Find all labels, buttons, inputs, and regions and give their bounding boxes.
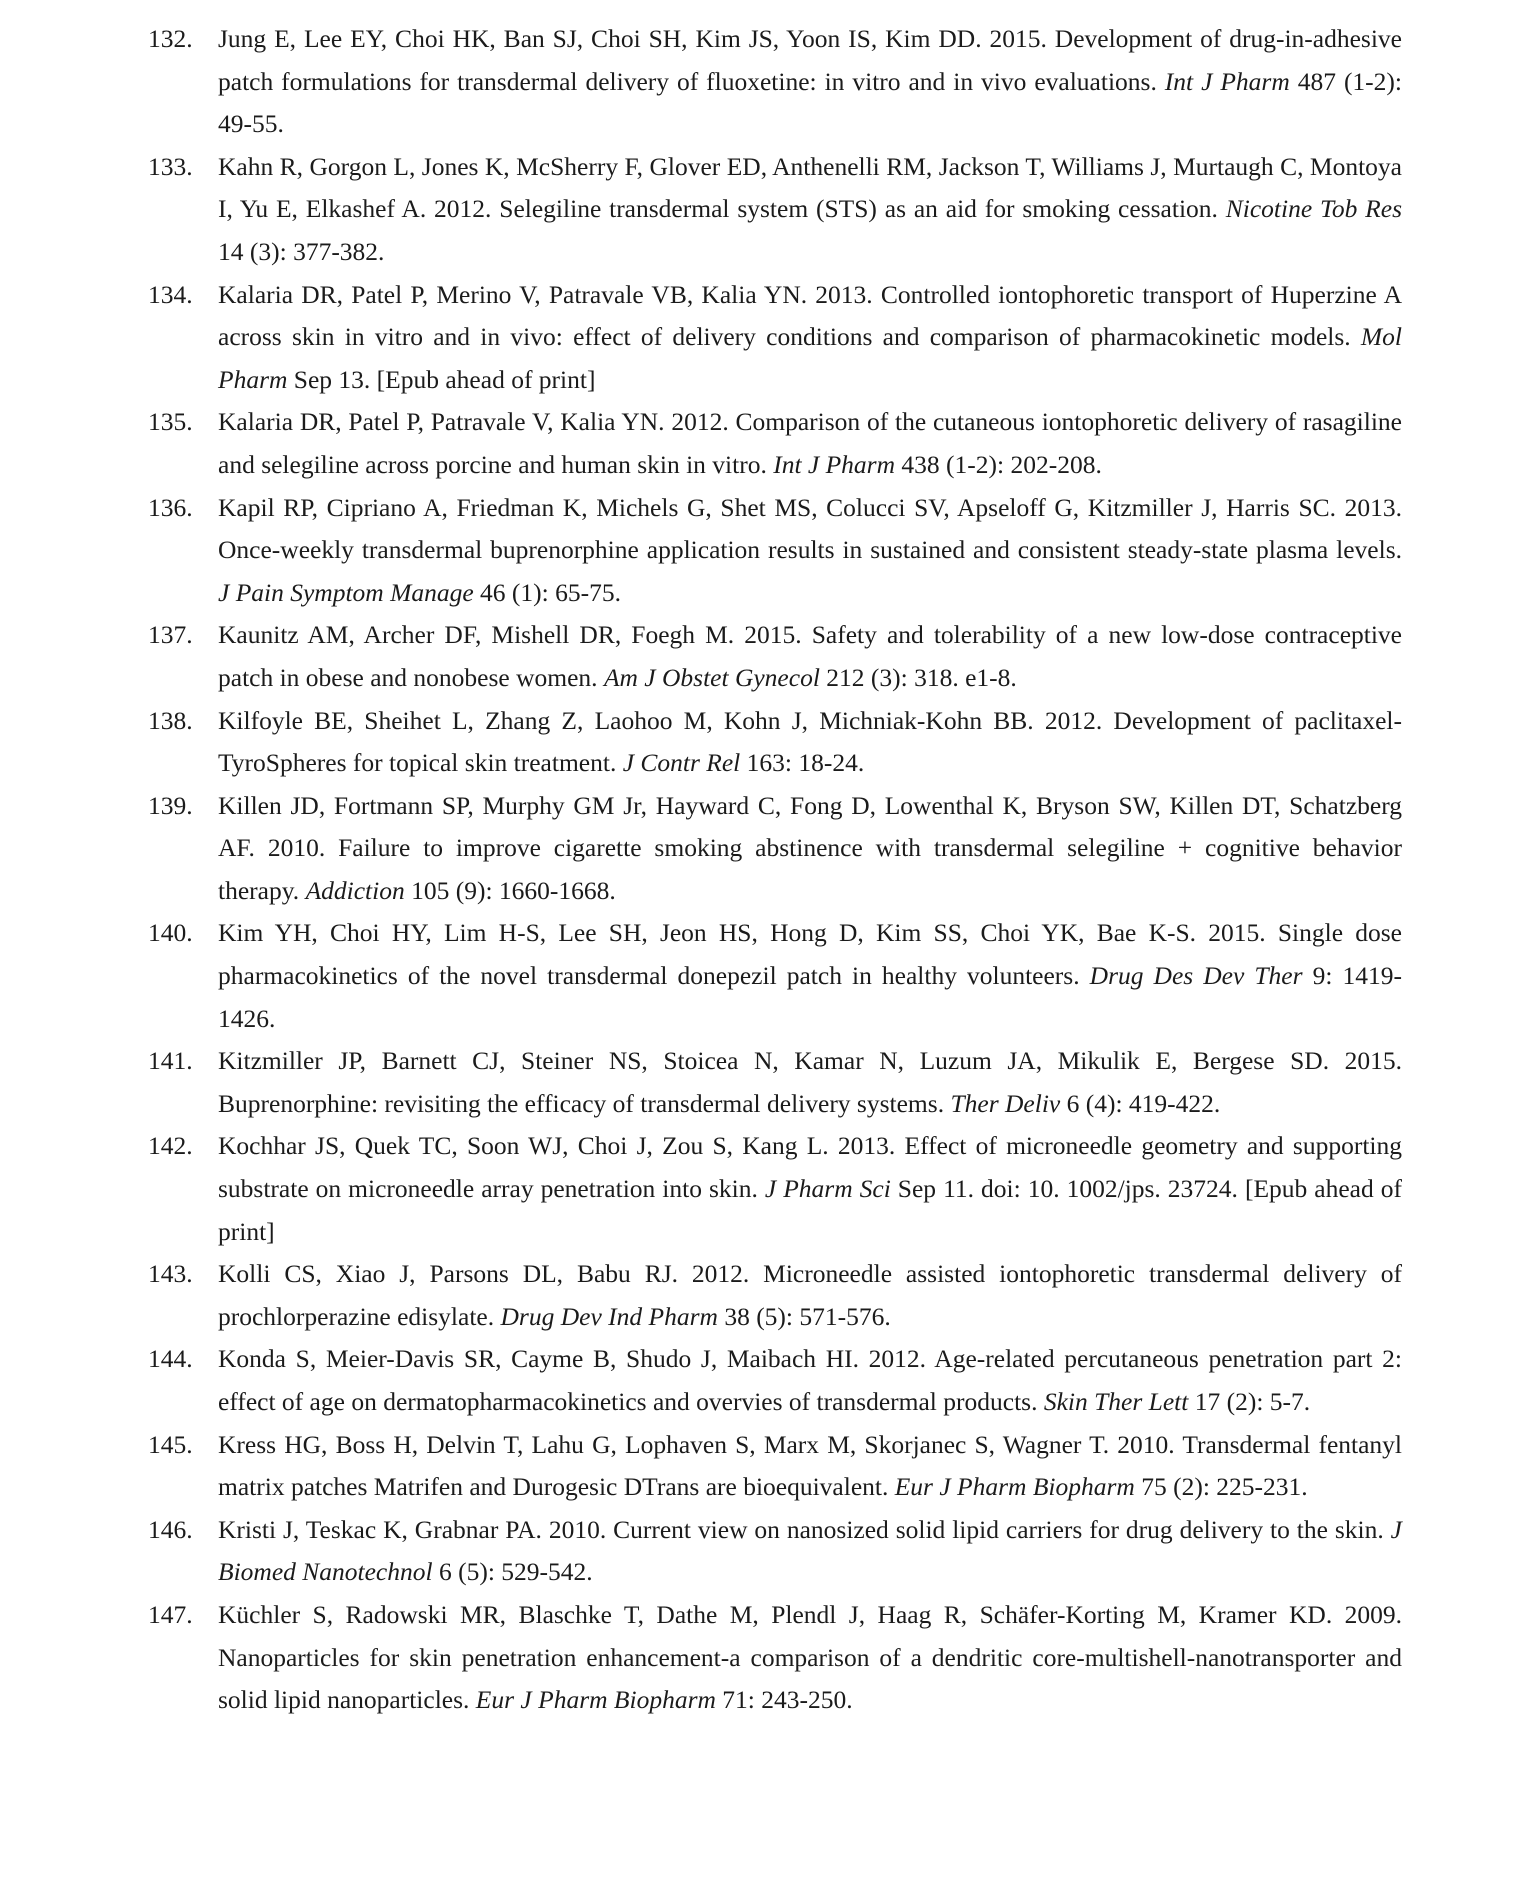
reference-details: 71: 243-250. — [715, 1685, 853, 1715]
reference-journal: J Contr Rel — [622, 748, 741, 778]
reference-title: Once-weekly transdermal buprenorphine application results in sustained and consistent steady-state plasma levels. — [218, 535, 1402, 565]
reference-authors: Kahn R, Gorgon L, Jones K, McSherry F, Glover ED, Anthenelli RM, Jackson T, Williams J, Murtaugh C, Montoya I, Yu E, Elkashef A. 2012. — [218, 151, 1402, 224]
reference-number: 134. — [148, 279, 193, 309]
reference-title: Transdermal fentanyl matrix patches Matrifen and Durogesic DTrans are bioequivalent. — [218, 1429, 1402, 1502]
reference-journal: Nicotine Tob Res — [1225, 194, 1403, 224]
reference-journal: Mol Pharm — [218, 322, 1402, 394]
reference-title: Comparison of the cutaneous iontophoretic delivery of rasagiline and selegiline across porcine and human skin in vitro. — [218, 407, 1402, 479]
reference-journal: Drug Dev Ind Pharm — [500, 1301, 718, 1331]
reference-item — [148, 1125, 1403, 1253]
reference-details: 17 (2): 5-7. — [1188, 1387, 1311, 1416]
reference-item — [148, 700, 1402, 785]
reference-item — [148, 1424, 1402, 1509]
reference-details: 6 (5): 529-542. — [432, 1557, 593, 1587]
reference-title: Microneedle assisted iontophoretic transdermal delivery of prochlorperazine edisylate. — [218, 1259, 1402, 1331]
reference-journal: Addiction — [305, 875, 405, 905]
reference-title: Nanoparticles for skin penetration enhancement-a comparison of a dendritic core-multishell-nanotransporter and solid lipid nanoparticles. — [218, 1642, 1402, 1715]
reference-details: 14 (3): 377-382. — [218, 236, 385, 266]
reference-journal: J Biomed Nanotechnol — [218, 1514, 1402, 1587]
reference-title: Failure to improve cigarette smoking abstinence with transdermal selegiline + cognitive behavior therapy. — [218, 833, 1402, 905]
reference-journal: Int J Pharm — [1164, 66, 1290, 96]
reference-title: Single dose pharmacokinetics of the novel transdermal donepezil patch in healthy volunteers. — [218, 918, 1402, 991]
reference-item — [148, 1040, 1402, 1125]
reference-number: 139. — [148, 790, 193, 820]
reference-number: 141. — [148, 1046, 193, 1076]
reference-details: Sep 11. doi: 10. 1002/jps. 23724. [Epub ahead of print] — [218, 1174, 1402, 1246]
reference-authors: Kim YH, Choi HY, Lim H-S, Lee SH, Jeon HS, Hong D, Kim SS, Choi YK, Bae K-S. 2015. — [218, 918, 1278, 948]
reference-authors: Kalaria DR, Patel P, Merino V, Patravale VB, Kalia YN. 2013. — [218, 279, 881, 309]
reference-item — [148, 1594, 1402, 1722]
reference-title: Age-related percutaneous penetration part 2: effect of age on dermatopharmacokinetics and overvies of transdermal products. — [218, 1344, 1402, 1416]
reference-authors: Kapil RP, Cipriano A, Friedman K, Michels G, Shet MS, Colucci SV, Apseloff G, Kitzmiller J, Harris SC. 2013. — [218, 492, 1402, 522]
reference-item — [148, 1509, 1402, 1594]
reference-title: Development of drug-in-adhesive patch formulations for transdermal delivery of fluoxetine: in vitro and in vivo evaluations. — [218, 24, 1402, 96]
reference-authors: Kitzmiller JP, Barnett CJ, Steiner NS, Stoicea N, Kamar N, Luzum JA, Mikulik E, Bergese SD. 2015. — [218, 1046, 1402, 1076]
reference-journal: Drug Des Dev Ther — [1089, 961, 1303, 991]
reference-authors: Küchler S, Radowski MR, Blaschke T, Dathe M, Plendl J, Haag R, Schäfer-Korting M, Kramer KD. 2009. — [218, 1599, 1402, 1629]
reference-item — [148, 1338, 1402, 1423]
reference-item — [148, 274, 1403, 402]
reference-title: Effect of microneedle geometry and supporting substrate on microneedle array penetration into skin. — [218, 1131, 1403, 1204]
reference-authors: Kalaria DR, Patel P, Patravale V, Kalia YN. 2012. — [218, 407, 736, 437]
reference-details: 9: 1419-1426. — [218, 961, 1402, 1033]
reference-details: 38 (5): 571-576. — [717, 1301, 891, 1331]
reference-item — [148, 614, 1402, 699]
reference-number: 144. — [148, 1344, 193, 1374]
reference-journal: J Pain Symptom Manage — [218, 577, 474, 607]
reference-number: 140. — [148, 918, 193, 948]
reference-item — [148, 146, 1403, 274]
reference-journal: Int J Pharm — [773, 449, 896, 479]
reference-authors: Kolli CS, Xiao J, Parsons DL, Babu RJ. 2012. — [218, 1259, 764, 1289]
reference-item — [148, 487, 1402, 615]
reference-details: 6 (4): 419-422. — [1060, 1088, 1221, 1118]
reference-authors: Killen JD, Fortmann SP, Murphy GM Jr, Hayward C, Fong D, Lowenthal K, Bryson SW, Killen DT, Schatzberg AF. 2010. — [218, 790, 1402, 863]
reference-number: 145. — [148, 1429, 193, 1459]
reference-authors: Kress HG, Boss H, Delvin T, Lahu G, Lophaven S, Marx M, Skorjanec S, Wagner T. 2010. — [218, 1429, 1183, 1459]
reference-journal: Eur J Pharm Biopharm — [475, 1685, 716, 1715]
reference-authors: Kaunitz AM, Archer DF, Mishell DR, Foegh M. 2015. — [218, 620, 812, 650]
reference-number: 132. — [148, 24, 193, 53]
reference-list — [148, 18, 1403, 1722]
reference-number: 135. — [148, 407, 193, 437]
reference-authors: Kilfoyle BE, Sheihet L, Zhang Z, Laohoo M, Kohn J, Michniak-Kohn BB. 2012. — [218, 705, 1114, 735]
reference-item — [148, 912, 1402, 1040]
reference-authors: Jung E, Lee EY, Choi HK, Ban SJ, Choi SH, Kim JS, Yoon IS, Kim DD. 2015. — [218, 24, 1055, 53]
reference-title: Selegiline transdermal system (STS) as an aid for smoking cessation. — [499, 194, 1226, 224]
reference-item — [148, 785, 1402, 913]
reference-item — [148, 1253, 1402, 1338]
reference-details: 75 (2): 225-231. — [1134, 1472, 1308, 1502]
reference-details: 487 (1-2): 49-55. — [218, 66, 1403, 139]
reference-authors: Kristi J, Teskac K, Grabnar PA. 2010. — [218, 1514, 614, 1544]
reference-title: Development of paclitaxel-TyroSpheres for topical skin treatment. — [218, 705, 1402, 778]
reference-journal: Skin Ther Lett — [1043, 1387, 1189, 1416]
reference-title: Current view on nanosized solid lipid carriers for drug delivery to the skin. — [613, 1514, 1391, 1544]
reference-details: 46 (1): 65-75. — [473, 577, 621, 607]
reference-title: Controlled iontophoretic transport of Huperzine A across skin in vitro and in vivo: effect of delivery conditions and comparison of pharmacokinetic models. — [218, 279, 1403, 352]
reference-details: Sep 13. [Epub ahead of print] — [287, 364, 596, 394]
reference-journal: J Pharm Sci — [764, 1174, 891, 1204]
reference-title: Buprenorphine: revisiting the efficacy of transdermal delivery systems. — [218, 1088, 951, 1118]
reference-number: 142. — [148, 1131, 193, 1161]
reference-journal: Am J Obstet Gynecol — [603, 662, 820, 692]
reference-journal: Eur J Pharm Biopharm — [894, 1472, 1135, 1502]
reference-number: 146. — [148, 1514, 193, 1544]
reference-number: 147. — [148, 1599, 193, 1629]
reference-number: 143. — [148, 1259, 193, 1289]
reference-details: 105 (9): 1660-1668. — [404, 875, 616, 905]
reference-number: 133. — [148, 151, 193, 181]
reference-item — [148, 401, 1402, 486]
reference-details: 212 (3): 318. e1-8. — [819, 662, 1017, 692]
reference-authors: Konda S, Meier-Davis SR, Cayme B, Shudo J, Maibach HI. 2012. — [218, 1344, 935, 1374]
reference-journal: Ther Deliv — [950, 1088, 1061, 1118]
reference-details: 163: 18-24. — [740, 748, 865, 778]
reference-number: 136. — [148, 492, 193, 522]
reference-item — [148, 18, 1403, 146]
reference-authors: Kochhar JS, Quek TC, Soon WJ, Choi J, Zou S, Kang L. 2013. — [218, 1131, 905, 1161]
reference-details: 438 (1-2): 202-208. — [895, 449, 1102, 479]
reference-title: Safety and tolerability of a new low-dose contraceptive patch in obese and nonobese women. — [218, 620, 1402, 692]
reference-number: 137. — [148, 620, 193, 650]
reference-number: 138. — [148, 705, 193, 735]
